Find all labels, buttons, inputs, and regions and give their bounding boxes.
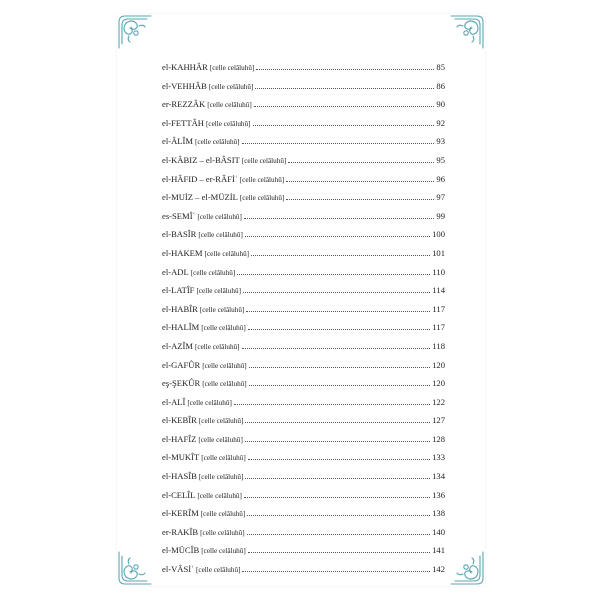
toc-entry-title: el-HAKEM xyxy=(162,247,203,258)
toc-entry-page: 118 xyxy=(432,340,445,351)
toc-entry-page: 117 xyxy=(432,322,445,333)
toc-entry-note: [celle celâluhû] xyxy=(195,566,241,575)
toc-entry-title: el-KEBÎR xyxy=(162,415,197,426)
toc-entry-page: 95 xyxy=(436,154,445,165)
toc-entry[interactable] xyxy=(162,467,445,486)
toc-entry-note: [celle celâluhû] xyxy=(239,175,285,184)
toc-dot-leader xyxy=(254,106,435,107)
toc-entry-title: el-HAFÎZ xyxy=(162,433,197,444)
corner-ornament-bottom-right xyxy=(449,550,485,586)
toc-dot-leader xyxy=(288,162,434,163)
toc-entry[interactable] xyxy=(162,77,445,96)
toc-entry-note: [celle celâluhû] xyxy=(195,138,240,147)
toc-entry-title: el-MUKÎT xyxy=(162,452,200,463)
toc-entry-title: es-SEMÎʿ xyxy=(162,210,196,221)
toc-entry[interactable] xyxy=(162,504,445,523)
toc-entry[interactable] xyxy=(162,151,445,170)
toc-dot-leader xyxy=(245,478,430,479)
toc-dot-leader xyxy=(234,404,430,405)
toc-dot-leader xyxy=(253,125,435,126)
toc-entry-title: el-MUİZ – el-MÜZİL xyxy=(162,192,238,203)
toc-entry-note: [celle celâluhû] xyxy=(204,249,250,258)
toc-entry-title: el-HABÎR xyxy=(162,303,198,314)
toc-entry[interactable] xyxy=(162,263,445,282)
toc-entry[interactable] xyxy=(162,225,445,244)
toc-entry[interactable] xyxy=(162,541,445,560)
toc-entry[interactable] xyxy=(162,448,445,467)
toc-dot-leader xyxy=(245,236,430,237)
toc-dot-leader xyxy=(242,143,435,144)
toc-dot-leader xyxy=(286,199,434,200)
toc-dot-leader xyxy=(242,348,431,349)
toc-dot-leader xyxy=(237,274,430,275)
toc-entry-page: 128 xyxy=(432,433,445,444)
toc-entry-note: [celle celâluhû] xyxy=(195,342,240,351)
toc-entry-page: 141 xyxy=(432,545,445,556)
toc-entry-title: el-KAHHÂR xyxy=(162,62,208,72)
toc-entry-page: 134 xyxy=(432,471,445,482)
toc-entry-note: [celle celâluhû] xyxy=(202,380,247,389)
toc-entry-page: 110 xyxy=(432,266,445,277)
toc-dot-leader xyxy=(245,441,430,442)
toc-entry-title: el-ALÎ xyxy=(162,396,186,407)
toc-entry-note: [celle celâluhû] xyxy=(202,361,247,370)
toc-entry-title: el-ÂLÎM xyxy=(162,136,194,147)
toc-entry-page: 140 xyxy=(432,526,445,537)
toc-dot-leader xyxy=(242,571,430,572)
toc-entry-page: 97 xyxy=(436,192,445,203)
toc-entry-note: [celle celâluhû] xyxy=(201,547,246,556)
toc-entry-note: [celle celâluhû] xyxy=(198,473,244,482)
toc-dot-leader xyxy=(244,218,434,219)
toc-entry-title: el-ADL xyxy=(162,266,189,277)
toc-entry[interactable] xyxy=(162,114,445,133)
toc-entry-title: el-MÜCÎB xyxy=(162,545,200,556)
toc-dot-leader xyxy=(245,422,430,423)
toc-entry-page: 114 xyxy=(432,285,445,296)
toc-dot-leader xyxy=(248,552,430,553)
toc-entry-page: 96 xyxy=(436,173,445,184)
toc-entry-page: 100 xyxy=(432,229,445,240)
toc-entry[interactable] xyxy=(162,188,445,207)
toc-entry-note: [celle celâluhû] xyxy=(206,119,251,128)
toc-entry[interactable] xyxy=(162,523,445,542)
toc-dot-leader xyxy=(248,329,431,330)
table-of-contents xyxy=(162,58,445,579)
toc-entry[interactable] xyxy=(162,58,445,77)
toc-dot-leader xyxy=(249,385,430,386)
swirl-ornament-icon xyxy=(117,550,153,586)
toc-entry-page: 138 xyxy=(432,508,445,519)
toc-entry-title: er-REZZÂK xyxy=(162,99,206,110)
toc-entry-page: 127 xyxy=(432,415,445,426)
toc-entry[interactable] xyxy=(162,132,445,151)
toc-entry-page: 90 xyxy=(436,99,445,110)
toc-entry-title: el-LATÎF xyxy=(162,285,195,296)
toc-entry-note: [celle celâluhû] xyxy=(200,528,245,537)
toc-dot-leader xyxy=(256,69,434,70)
toc-entry-note: [celle celâluhû] xyxy=(198,231,243,240)
toc-entry-note: [celle celâluhû] xyxy=(201,454,246,463)
toc-entry-note: [celle celâluhû] xyxy=(201,324,246,333)
toc-entry-note: [celle celâluhû] xyxy=(198,417,244,426)
toc-entry[interactable] xyxy=(162,207,445,226)
toc-entry-page: 86 xyxy=(436,80,445,91)
toc-entry[interactable] xyxy=(162,95,445,114)
corner-ornament-top-right xyxy=(449,14,485,50)
toc-entry[interactable] xyxy=(162,486,445,505)
toc-entry-note: [celle celâluhû] xyxy=(239,194,285,203)
toc-dot-leader xyxy=(249,367,430,368)
toc-entry-title: el-KERÎM xyxy=(162,508,199,519)
toc-entry-note: [celle celâluhû] xyxy=(207,101,252,110)
toc-entry[interactable] xyxy=(162,374,445,393)
toc-entry-page: 92 xyxy=(436,117,445,128)
toc-entry-note: [celle celâluhû] xyxy=(187,398,232,407)
toc-entry-page: 136 xyxy=(432,489,445,500)
toc-entry-title: el-HÂFID – er-RÂFİʿ xyxy=(162,173,238,184)
toc-entry[interactable] xyxy=(162,244,445,263)
toc-entry-note: [celle celâluhû] xyxy=(197,212,242,221)
toc-entry[interactable] xyxy=(162,430,445,449)
toc-dot-leader xyxy=(246,311,430,312)
toc-entry-title: er-RAKÎB xyxy=(162,526,199,537)
toc-entry-note: [celle celâluhû] xyxy=(196,287,241,296)
toc-entry[interactable] xyxy=(162,300,445,319)
corner-ornament-bottom-left xyxy=(117,550,153,586)
toc-entry[interactable] xyxy=(162,318,445,337)
toc-dot-leader xyxy=(247,534,431,535)
swirl-ornament-icon xyxy=(449,14,485,50)
toc-entry[interactable] xyxy=(162,281,445,300)
toc-entry[interactable] xyxy=(162,393,445,412)
toc-dot-leader xyxy=(251,255,430,256)
toc-entry-title: el-VÂSİʿ xyxy=(162,564,194,575)
toc-entry-title: el-KÂBIZ – el-BÂSIT xyxy=(162,154,240,165)
toc-entry-note: [celle celâluhû] xyxy=(190,268,236,277)
toc-dot-leader xyxy=(247,515,430,516)
swirl-ornament-icon xyxy=(449,550,485,586)
swirl-ornament-icon xyxy=(117,14,153,50)
toc-entry-title: el-GAFÛR xyxy=(162,359,201,370)
toc-entry-page: 99 xyxy=(436,210,445,221)
toc-entry-note: [celle celâluhû] xyxy=(200,510,246,519)
toc-dot-leader xyxy=(248,459,430,460)
toc-entry[interactable] xyxy=(162,560,445,579)
corner-ornament-top-left xyxy=(117,14,153,50)
toc-entry-title: el-CELÎL xyxy=(162,489,196,500)
toc-entry-page: 122 xyxy=(432,396,445,407)
toc-entry-page: 120 xyxy=(432,378,445,389)
toc-entry-title: el-HASÎB xyxy=(162,471,197,482)
toc-entry-page: 117 xyxy=(432,303,445,314)
toc-dot-leader xyxy=(255,88,434,89)
toc-entry-title: el-FETTÂH xyxy=(162,117,205,128)
toc-entry-title: eş-ŞEKÛR xyxy=(162,378,201,389)
toc-entry-page: 133 xyxy=(432,452,445,463)
toc-entry-note: [celle celâluhû] xyxy=(209,64,255,72)
toc-entry[interactable] xyxy=(162,170,445,189)
toc-entry-page: 93 xyxy=(436,136,445,147)
toc-entry-note: [celle celâluhû] xyxy=(241,156,287,165)
toc-entry-page: 142 xyxy=(432,564,445,575)
toc-entry-page: 101 xyxy=(432,247,445,258)
toc-entry-note: [celle celâluhû] xyxy=(199,305,245,314)
toc-entry-page: 85 xyxy=(436,62,445,72)
toc-dot-leader xyxy=(286,181,434,182)
toc-entry-title: el-HALÎM xyxy=(162,322,200,333)
toc-entry-title: el-AZÎM xyxy=(162,340,194,351)
toc-entry-title: el-VEHHÂB xyxy=(162,80,207,91)
toc-entry-note: [celle celâluhû] xyxy=(197,491,242,500)
toc-entry-title: el-BASÎR xyxy=(162,229,197,240)
toc-entry[interactable] xyxy=(162,411,445,430)
toc-entry-note: [celle celâluhû] xyxy=(208,82,254,91)
toc-dot-leader xyxy=(243,292,430,293)
toc-entry-note: [celle celâluhû] xyxy=(198,435,243,444)
book-page xyxy=(117,14,485,586)
toc-dot-leader xyxy=(244,497,430,498)
toc-entry-page: 120 xyxy=(432,359,445,370)
toc-entry[interactable] xyxy=(162,337,445,356)
toc-entry[interactable] xyxy=(162,356,445,375)
